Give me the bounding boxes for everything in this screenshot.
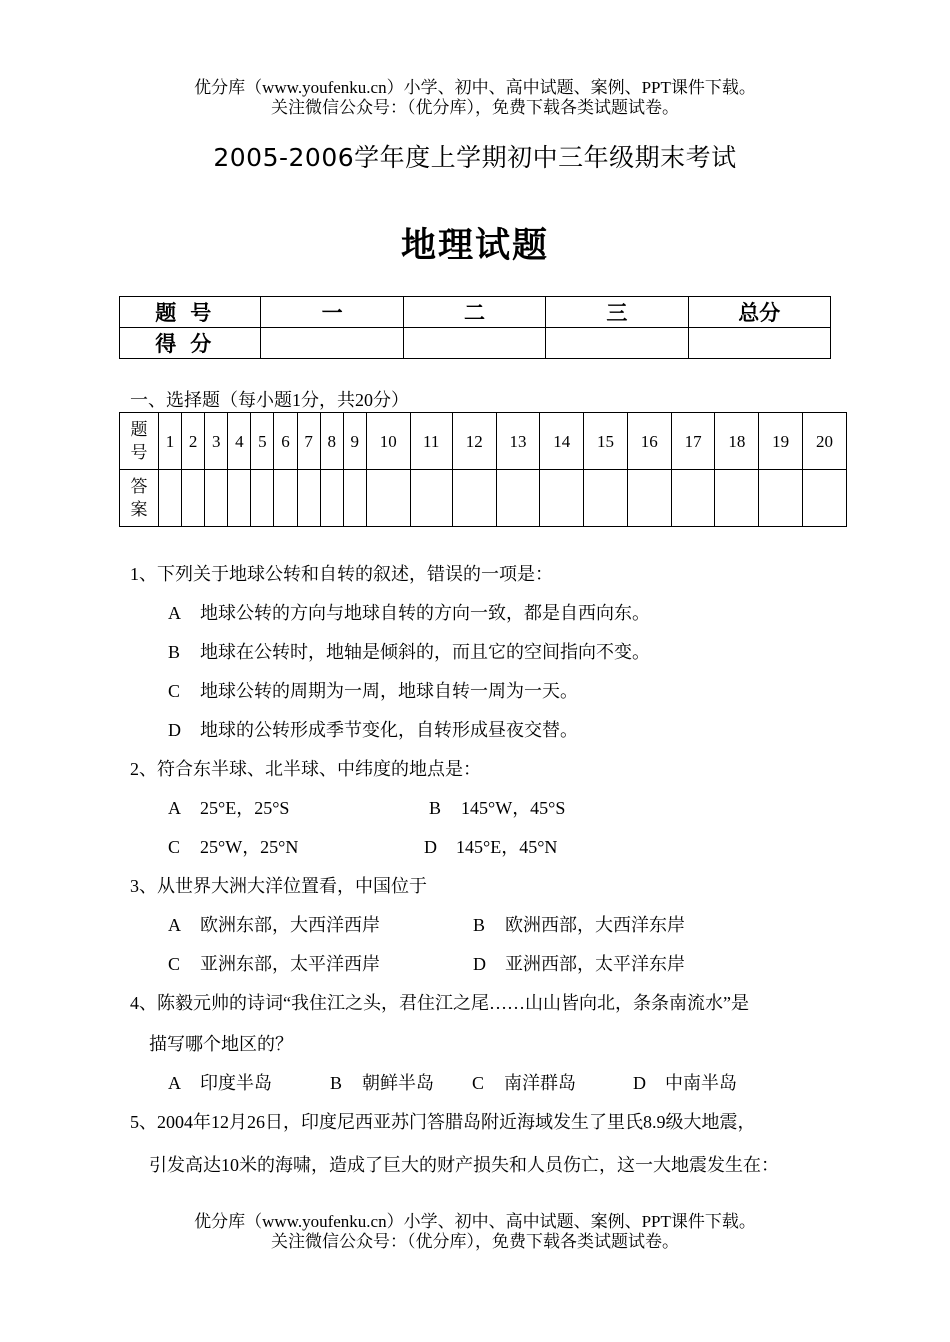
label-char: 号 [130,443,148,462]
bottom-banner [0,1212,950,1252]
option-text: 中南半岛 [665,1073,737,1093]
option-letter: B [429,798,442,818]
option-text: 朝鲜半岛 [362,1073,434,1093]
option-letter: A [168,798,181,818]
answer-number-7: 7 [297,413,320,470]
option-letter: C [168,681,181,701]
option-text: 南洋群岛 [504,1073,576,1093]
subject-title: 地理试题 [400,226,549,266]
answer-cell-6 [274,470,297,527]
question-1-stem: 1、下列关于地球公转和自转的叙述，错误的一项是： [130,564,553,584]
score-header-section-2: 二 [403,297,545,328]
section-1-heading: 一、选择题（每小题1分，共20分） [130,390,409,410]
answer-number-16: 16 [627,413,671,470]
option-letter: D [168,720,181,740]
score-header-section-1: 一 [261,297,403,328]
score-header-total: 总分 [688,297,830,328]
answer-cell-4 [228,470,251,527]
answer-number-4: 4 [228,413,251,470]
question-3-option-b [473,911,685,937]
score-cell-1 [261,328,403,359]
question-2-option-c [168,833,298,859]
banner-line-2: 关注微信公众号：（优分库），免费下载各类试题试卷。 [271,98,679,117]
option-text: 地球在公转时，地轴是倾斜的，而且它的空间指向不变。 [200,642,650,662]
option-letter: A [168,915,181,935]
option-text: 25°W，25°N [200,837,299,857]
answer-cell-19 [759,470,803,527]
answer-number-10: 10 [366,413,410,470]
question-2-option-d [424,833,557,859]
answer-cell-13 [496,470,540,527]
score-cell-total [688,328,830,359]
label-char: 案 [130,500,148,519]
answer-number-5: 5 [251,413,274,470]
score-table [119,296,831,359]
option-text: 145°W，45°S [461,798,566,818]
answer-cell-3 [205,470,228,527]
score-header-label: 题号 [120,297,261,328]
answer-cell-10 [366,470,410,527]
answer-blank-row [120,470,847,527]
answer-number-9: 9 [343,413,366,470]
question-1-option-c [168,677,578,703]
option-text: 25°E，25°S [200,798,290,818]
score-header-section-3: 三 [546,297,688,328]
answer-cell-5 [251,470,274,527]
score-table-score-row [120,328,831,359]
question-1-option-d [168,716,578,742]
option-letter: D [633,1073,646,1093]
banner-line-1: 优分库（www.youfenku.cn）小学、初中、高中试题、案例、PPT课件下载。 [194,78,756,97]
label-char: 题 [130,420,148,439]
answer-number-15: 15 [584,413,628,470]
question-4-option-c [472,1069,576,1095]
answer-cell-17 [671,470,715,527]
question-3-option-d [473,950,685,976]
option-letter: A [168,603,181,623]
banner-line-1: 优分库（www.youfenku.cn）小学、初中、高中试题、案例、PPT课件下载。 [194,1212,756,1231]
option-text: 地球的公转形成季节变化，自转形成昼夜交替。 [200,720,578,740]
answer-number-18: 18 [715,413,759,470]
score-row-label: 得分 [120,328,261,359]
answer-number-11: 11 [410,413,452,470]
option-text: 145°E，45°N [456,837,558,857]
answer-number-2: 2 [182,413,205,470]
answer-cell-8 [320,470,343,527]
option-text: 印度半岛 [200,1073,272,1093]
question-4-option-d [633,1069,737,1095]
answer-number-1: 1 [159,413,182,470]
question-4-option-a [168,1069,272,1095]
question-3-option-a [168,911,380,937]
option-letter: B [473,915,486,935]
score-table-header-row [120,297,831,328]
label-char: 答 [130,477,148,496]
option-letter: C [472,1073,485,1093]
option-text: 地球公转的方向与地球自转的方向一致，都是自西向东。 [200,603,650,623]
question-5-stem: 5、2004年12月26日，印度尼西亚苏门答腊岛附近海域发生了里氏8.9级大地震， [130,1112,756,1132]
answer-cell-2 [182,470,205,527]
option-letter: C [168,954,181,974]
answer-number-13: 13 [496,413,540,470]
answer-number-19: 19 [759,413,803,470]
answer-number-17: 17 [671,413,715,470]
question-5-stem-continued: 引发高达10米的海啸，造成了巨大的财产损失和人员伤亡，这一大地震发生在： [149,1155,779,1175]
answer-label [120,470,159,527]
option-letter: D [473,954,486,974]
answer-cell-12 [452,470,496,527]
answer-cell-20 [802,470,846,527]
option-letter: C [168,837,181,857]
question-2-stem: 2、符合东半球、北半球、中纬度的地点是： [130,759,481,779]
answer-number-3: 3 [205,413,228,470]
answer-number-row [120,413,847,470]
question-4-stem: 4、陈毅元帅的诗词“我住江之头，君住江之尾……山山皆向北，条条南流水”是 [130,993,749,1013]
question-4-option-b [330,1069,434,1095]
answer-cell-15 [584,470,628,527]
score-cell-3 [546,328,688,359]
question-4-stem-continued: 描写哪个地区的？ [149,1034,293,1054]
option-letter: A [168,1073,181,1093]
answer-cell-14 [540,470,584,527]
question-1-option-b [168,638,650,664]
score-cell-2 [403,328,545,359]
answer-cell-11 [410,470,452,527]
option-text: 地球公转的周期为一周，地球自转一周为一天。 [200,681,578,701]
question-3-option-c [168,950,380,976]
answer-number-14: 14 [540,413,584,470]
option-text: 亚洲西部，太平洋东岸 [505,954,685,974]
option-letter: D [424,837,437,857]
answer-number-label [120,413,159,470]
answer-cell-7 [297,470,320,527]
option-text: 欧洲东部，大西洋西岸 [200,915,380,935]
answer-cell-9 [343,470,366,527]
answer-cell-16 [627,470,671,527]
answer-number-6: 6 [274,413,297,470]
answer-number-20: 20 [802,413,846,470]
answer-number-12: 12 [452,413,496,470]
question-2-option-b [429,794,565,820]
top-banner [0,78,950,118]
question-3-stem: 3、从世界大洲大洋位置看，中国位于 [130,876,427,896]
option-letter: B [330,1073,343,1093]
answer-number-8: 8 [320,413,343,470]
banner-line-2: 关注微信公众号：（优分库），免费下载各类试题试卷。 [271,1232,679,1251]
question-1-option-a [168,599,650,625]
question-2-option-a [168,794,289,820]
option-text: 亚洲东部，太平洋西岸 [200,954,380,974]
option-letter: B [168,642,181,662]
exam-title: 2005-2006学年度上学期初中三年级期末考试 [213,143,737,172]
option-text: 欧洲西部，大西洋东岸 [505,915,685,935]
answer-table [119,412,847,527]
answer-cell-18 [715,470,759,527]
answer-cell-1 [159,470,182,527]
